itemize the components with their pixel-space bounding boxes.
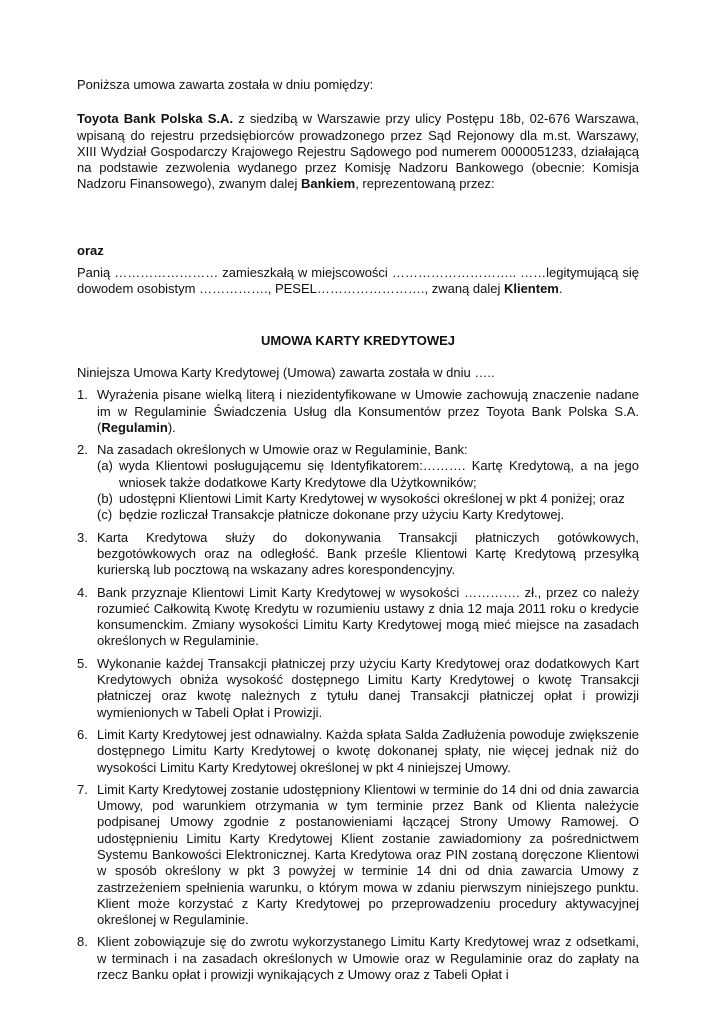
article-number: 3. bbox=[77, 529, 88, 545]
article-2: 2. Na zasadach określonych w Umowie oraz w Regulaminie, Bank: (a) wyda Klientowi posługującemu się Identyfikatorem:………. Kartę Kredytową, a na jego wniosek także dodatkowe Karty Kredytowe dla Użytkowników; (b) udostępni Klientowi Limit Karty Kredytowej w wysokości określonej w pkt 4 poniżej; oraz (c) będzie rozliczał Transakcje płatnicze dokonane przy użyciu Karty Kredytowej. bbox=[77, 442, 639, 523]
bank-defined-term: Bankiem bbox=[301, 176, 356, 192]
bank-description: z siedzibą w Warszawie przy ulicy Postępu 18b, 02-676 Warszawa, wpisaną do rejestru przedsiębiorców prowadzonego przez Sąd Rejonowy dla m.st. Warszawy, XIII Wydział Gospodarczy Krajowego Rejestru Sądowego pod numerem 0000051233, działającą na podstawie zezwolenia wydanego przez Komisję Nadzoru Bankowego (obecnie: Komisja Nadzoru Finansowego), zwanym dalej bbox=[77, 111, 639, 192]
article-number: 2. bbox=[77, 442, 88, 458]
article-7: 7. Limit Karty Kredytowej zostanie udostępniony Klientowi w terminie do 14 dni od dnia zawarcia Umowy, pod warunkiem otrzymania w tym terminie przez Bank od Klienta należycie podpisanej Umowy zgodnie z postanowieniami łączącej Strony Umowy Ramowej. O udostępnieniu Limitu Karty Kredytowej Klient zostanie zawiadomiony za pośrednictwem Systemu Bankowości Elektronicznej. Karta Kredytowa oraz PIN zostaną doręczone Klientowi w sposób określony w pkt 3 powyżej w terminie 14 dni od dnia zawarcia Umowy z zastrzeżeniem spełnienia warunku, o którym mowa w zdaniu pierwszym niniejszego punktu. Klient może korzystać z Karty Kredytowej po przeprowadzeniu procedury aktywacyjnej określonej w Regulaminie. bbox=[77, 781, 639, 928]
articles-list bbox=[77, 387, 639, 983]
article-number: 8. bbox=[77, 934, 88, 950]
article-5: 5. Wykonanie każdej Transakcji płatniczej przy użyciu Karty Kredytowej oraz dodatkowych Kart Kredytowych obniża wysokość dostępnego Limitu Karty Kredytowej o kwotę Transakcji płatniczej oraz kwotę należnych z tytułu danej Transakcji płatniczej opłat i prowizji wymienionych w Tabeli Opłat i Prowizji. bbox=[77, 655, 639, 720]
article-number: 5. bbox=[77, 655, 88, 671]
article-6: 6. Limit Karty Kredytowej jest odnawialny. Każda spłata Salda Zadłużenia powoduje zwiększenie dostępnego Limitu Karty Kredytowej o kwotę dokonanej spłaty, nie więcej jednak niż do wysokości Limitu Karty Kredytowej określonej w pkt 4 niniejszej Umowy. bbox=[77, 726, 639, 775]
document-title: UMOWA KARTY KREDYTOWEJ bbox=[260, 332, 456, 348]
bank-party-paragraph bbox=[77, 111, 639, 192]
intro-line: Poniższa umowa zawarta została w dniu pomiędzy: bbox=[77, 77, 374, 92]
article-3: 3. Karta Kredytowa służy do dokonywania Transakcji płatniczych gotówkowych, bezgotówkowych oraz na odległość. Bank prześle Klientowi Kartę Kredytową przesyłką kurierską lub pocztową na wskazany adres korespondencyjny. bbox=[77, 529, 639, 578]
article-number: 1. bbox=[77, 387, 88, 403]
bank-representation: , reprezentowaną przez: bbox=[355, 176, 495, 192]
preamble: Niniejsza Umowa Karty Kredytowej (Umowa) zawarta została w dniu ….. bbox=[77, 364, 495, 380]
bank-name: Toyota Bank Polska S.A. bbox=[77, 111, 234, 127]
article-1: 1. Wyrażenia pisane wielką literą i niezidentyfikowane w Umowie zachowują znaczenie nadane im w Regulaminie Świadczenia Usług dla Konsumentów przez Toyota Bank Polska S.A. (Regulamin). bbox=[77, 387, 639, 435]
article-number: 7. bbox=[77, 781, 88, 797]
article-number: 6. bbox=[77, 726, 88, 742]
oraz-label: oraz bbox=[77, 242, 104, 258]
document-page bbox=[77, 77, 639, 989]
article-8: 8. Klient zobowiązuje się do zwrotu wykorzystanego Limitu Karty Kredytowej wraz z odsetkami, w terminach i na zasadach określonych w Umowie oraz w Regulaminie oraz do zapłaty na rzecz Banku opłat i prowizji wynikających z Umowy oraz z Tabeli Opłat i bbox=[77, 934, 639, 983]
article-2-point-c: (c) będzie rozliczał Transakcje płatnicze dokonane przy użyciu Karty Kredytowej. bbox=[97, 507, 565, 523]
client-party-paragraph: Panią …………………… zamieszkałą w miejscowości ……………………….. ……legitymującą się dowodem osobistym ……………., PESEL……………………., zwaną dalej Klientem. bbox=[77, 265, 639, 297]
client-description: Panią …………………… zamieszkałą w miejscowości ……………………….. ……legitymującą się dowodem osobistym ……………., PESEL……………………., zwaną dalej bbox=[77, 265, 639, 297]
article-4: 4. Bank przyznaje Klientowi Limit Karty Kredytowej w wysokości …………. zł., przez co należy rozumieć Całkowitą Kwotę Kredytu w rozumieniu ustawy z dnia 12 maja 2011 roku o kredycie konsumenckim. Zmiany wysokości Limitu Karty Kredytowej mogą mieć miejsce na zasadach określonych w Regulaminie. bbox=[77, 584, 639, 649]
regulamin-term: Regulamin bbox=[101, 419, 168, 435]
article-2-point-a: (a) wyda Klientowi posługującemu się Identyfikatorem:………. Kartę Kredytową, a na jego wniosek także dodatkowe Karty Kredytowe dla Użytkowników; bbox=[97, 458, 639, 490]
client-defined-term: Klientem bbox=[503, 281, 559, 297]
article-2-point-b: (b) udostępni Klientowi Limit Karty Kredytowej w wysokości określonej w pkt 4 poniżej; oraz bbox=[97, 491, 625, 507]
article-number: 4. bbox=[77, 584, 88, 600]
